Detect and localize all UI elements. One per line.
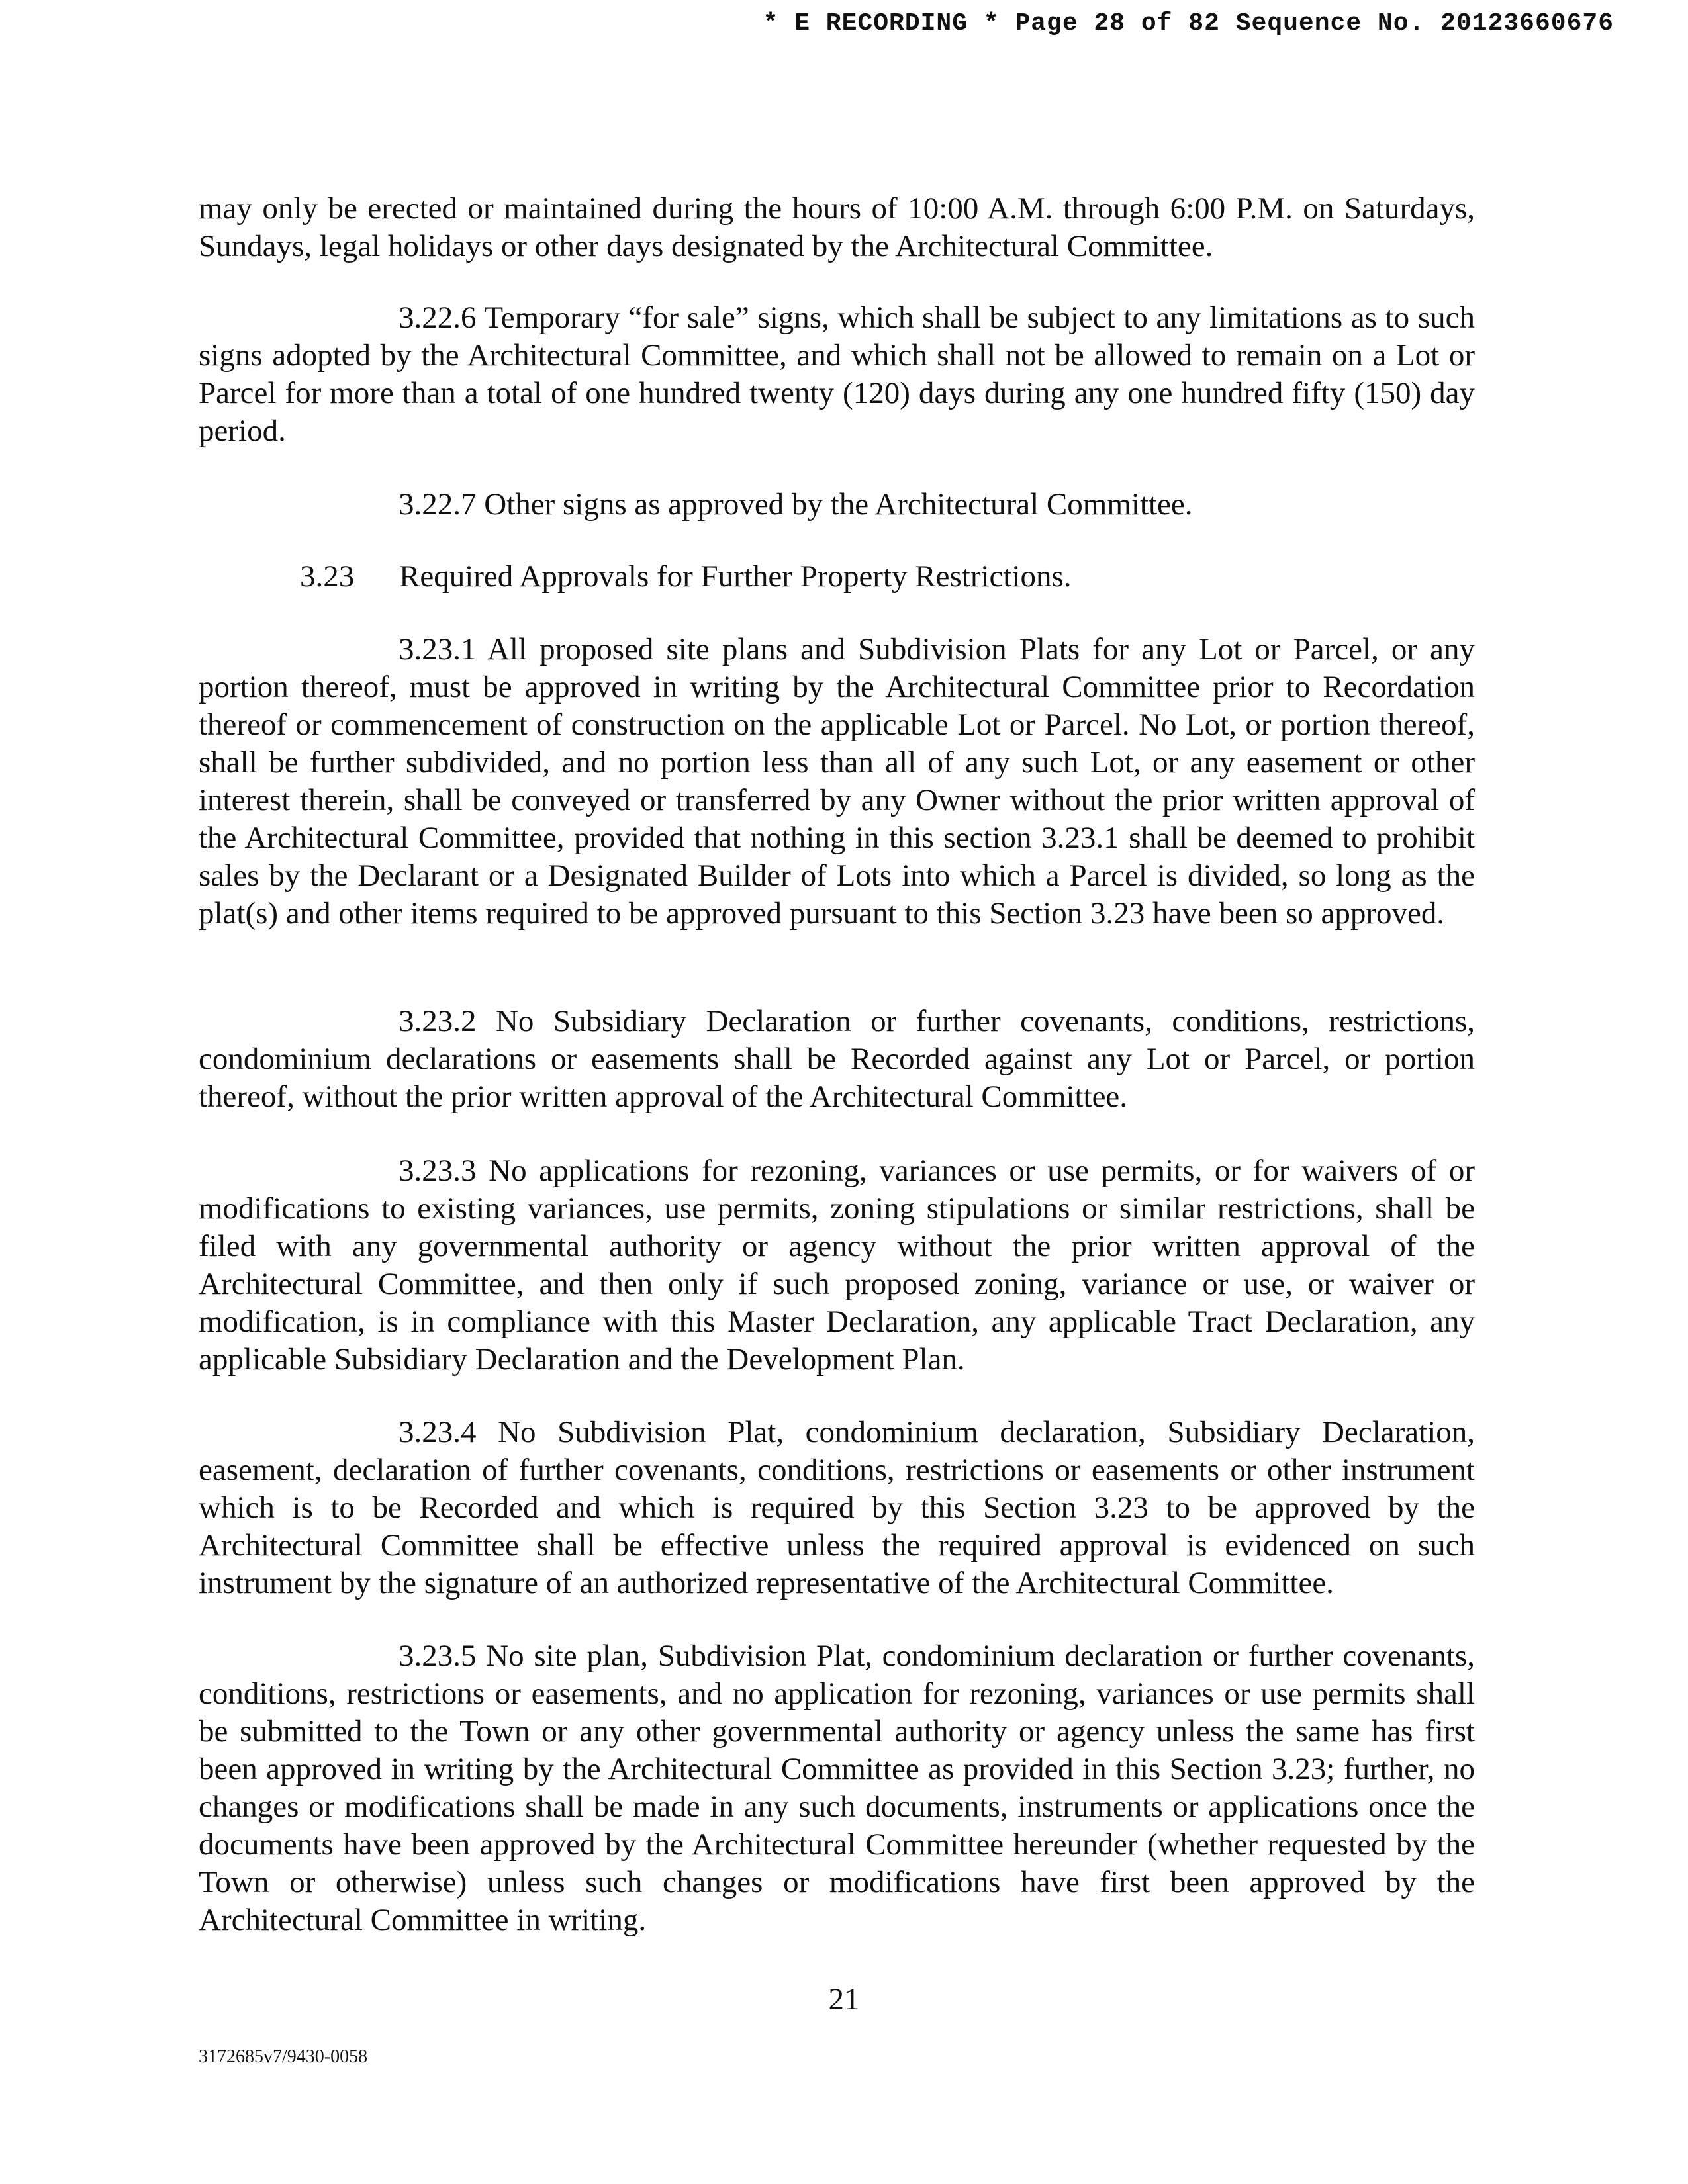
paragraph-3-22-7: 3.22.7 Other signs as approved by the Architectural Committee. bbox=[399, 487, 1193, 522]
paragraph-3-23-1: 3.23.1 All proposed site plans and Subdivision Plats for any Lot or Parcel, or any portion thereof, must be approved in writing by the Architectural Committee prior to Recordation thereof or commencement of construction on the applicable Lot or Parcel. No Lot, or portion thereof, shall be further subdivided, and no portion less than all of any such Lot, or any easement or other interest therein, shall be conveyed or transferred by any Owner without the prior written approval of the Architectural Committee, provided that nothing in this section 3.23.1 shall be deemed to prohibit sales by the Declarant or a Designated Builder of Lots into which a Parcel is divided, so long as the plat(s) and other items required to be approved pursuant to this Section 3.23 have been so approved. bbox=[199, 632, 1475, 931]
page-number: 21 bbox=[828, 1982, 860, 2017]
paragraph-3-22-6: 3.22.6 Temporary “for sale” signs, which shall be subject to any limitations as to such signs adopted by the Architectural Committee, and which shall not be allowed to remain on a Lot or Parcel for more than a total of one hundred twenty (120) days during any one hundred fifty (150) day period. bbox=[199, 300, 1475, 448]
section-number: 3.23 bbox=[300, 559, 355, 594]
recording-header: * E RECORDING * Page 28 of 82 Sequence No. 20123660676 bbox=[763, 9, 1614, 38]
section-title: Required Approvals for Further Property Restrictions. bbox=[399, 559, 1072, 594]
paragraph-3-23-2: 3.23.2 No Subsidiary Declaration or further covenants, conditions, restrictions, condominium declarations or easements shall be Recorded against any Lot or Parcel, or portion thereof, without the prior written approval of the Architectural Committee. bbox=[199, 1004, 1475, 1114]
paragraph-3-23-5: 3.23.5 No site plan, Subdivision Plat, condominium declaration or further covenants, conditions, restrictions or easements, and no application for rezoning, variances or use permits shall be submitted to the Town or any other governmental authority or agency unless the same has first been approved in writing by the Architectural Committee as provided in this Section 3.23; further, no changes or modifications shall be made in any such documents, instruments or applications once the documents have been approved by the Architectural Committee hereunder (whether requested by the Town or otherwise) unless such changes or modifications have first been approved by the Architectural Committee in writing. bbox=[199, 1639, 1475, 1937]
paragraph-3-23-4: 3.23.4 No Subdivision Plat, condominium declaration, Subsidiary Declaration, easement, declaration of further covenants, conditions, restrictions or easements or other instrument which is to be Recorded and which is required by this Section 3.23 to be approved by the Architectural Committee shall be effective unless the required approval is evidenced on such instrument by the signature of an authorized representative of the Architectural Committee. bbox=[199, 1415, 1475, 1600]
section-heading-3-23 bbox=[300, 558, 1072, 596]
paragraph-continued: may only be erected or maintained during the hours of 10:00 A.M. through 6:00 P.M. on Saturdays, Sundays, legal holidays or other days designated by the Architectural Committee. bbox=[199, 191, 1475, 263]
document-id: 3172685v7/9430-0058 bbox=[199, 2046, 368, 2067]
paragraph-3-23-3: 3.23.3 No applications for rezoning, variances or use permits, or for waivers of or modifications to existing variances, use permits, zoning stipulations or similar restrictions, shall be filed with any governmental authority or agency without the prior written approval of the Architectural Committee, and then only if such proposed zoning, variance or use, or waiver or modification, is in compliance with this Master Declaration, any applicable Tract Declaration, any applicable Subsidiary Declaration and the Development Plan. bbox=[199, 1154, 1475, 1377]
